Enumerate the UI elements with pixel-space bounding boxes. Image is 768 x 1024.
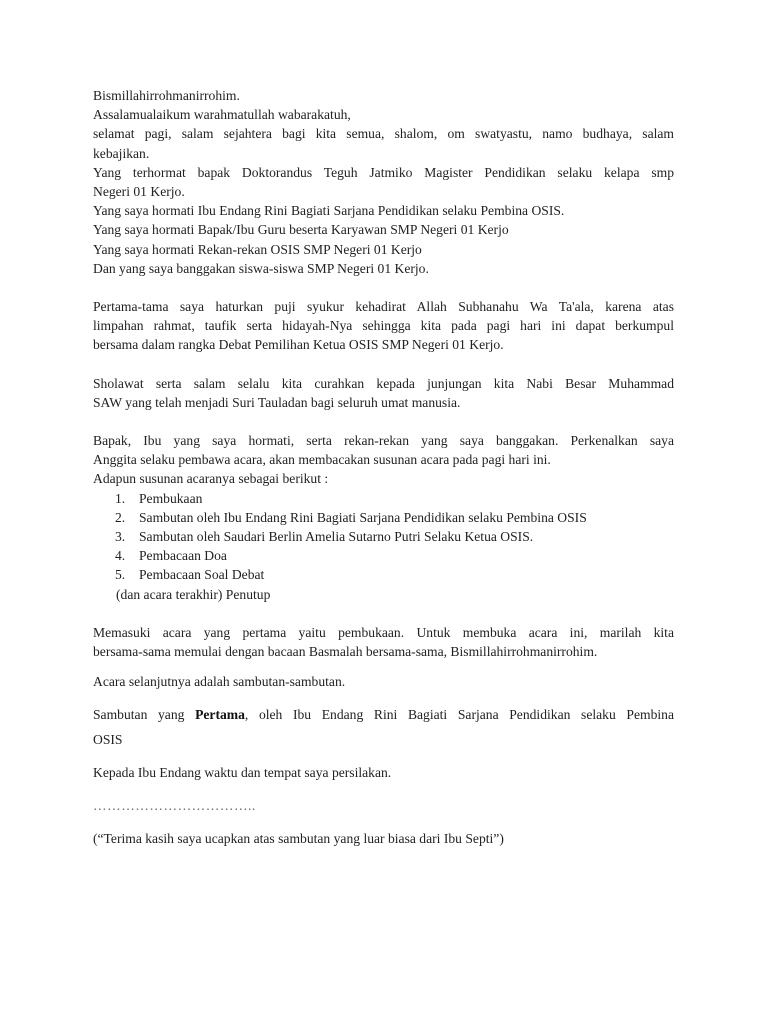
agenda-text: Pembukaan (139, 490, 203, 506)
agenda-text: Sambutan oleh Ibu Endang Rini Bagiati Sarjana Pendidikan selaku Pembina OSIS (139, 509, 587, 525)
hormat-osis-line: Yang saya hormati Rekan-rekan OSIS SMP Negeri 01 Kerjo (93, 241, 422, 257)
agenda-text: Pembacaan Doa (139, 548, 227, 564)
acara-selanjutnya-line: Acara selanjutnya adalah sambutan-sambutan. (93, 674, 346, 690)
agenda-item (93, 527, 674, 546)
hormat-kepsek-line-1: Yang terhormat bapak Doktorandus Teguh Jatmiko Magister Pendidikan selaku kelapa smp (93, 164, 674, 180)
hormat-kepsek-line-2: Negeri 01 Kerjo. (93, 184, 185, 200)
syukur-line-1: Pertama-tama saya haturkan puji syukur kehadirat Allah Subhanahu Wa Ta'ala, karena atas (93, 299, 674, 315)
salam-line: Assalamualaikum warahmatullah wabarakatuh, (93, 107, 351, 123)
sambutan-line-2: OSIS (93, 731, 123, 747)
sambutan-bold-pertama: Pertama (195, 707, 245, 723)
agenda-closing: (dan acara terakhir) Penutup (116, 586, 271, 602)
hormat-pembina-line: Yang saya hormati Ibu Endang Rini Bagiati Sarjana Pendidikan selaku Pembina OSIS. (93, 203, 565, 219)
sholawat-line-1: Sholawat serta salam selalu kita curahkan kepada junjungan kita Nabi Besar Muhammad (93, 375, 674, 391)
sholawat-line-2: SAW yang telah menjadi Suri Tauladan bagi seluruh umat manusia. (93, 394, 461, 410)
bismillah-line: Bismillahirrohmanirrohim. (93, 88, 240, 103)
perkenalan-line-1: Bapak, Ibu yang saya hormati, serta rekan-rekan yang saya banggakan. Perkenalkan saya (93, 433, 674, 449)
pembukaan-line-2: bersama-sama memulai dengan bacaan Basmalah bersama-sama, Bismillahirrohmanirrohim. (93, 644, 598, 660)
syukur-line-2: limpahan rahmat, taufik serta hidayah-Nya sehingga kita pada pagi hari ini dapat berkumpul (93, 318, 674, 334)
dotted-placeholder: …………………………….. (93, 798, 256, 814)
agenda-item (93, 546, 674, 565)
terima-kasih-line: (“Terima kasih saya ucapkan atas sambutan yang luar biasa dari Ibu Septi”) (93, 831, 504, 847)
agenda-number: 3. (115, 529, 126, 545)
agenda-list (93, 489, 674, 585)
sambutan-rest: , oleh Ibu Endang Rini Bagiati Sarjana Pendidikan selaku Pembina (244, 707, 674, 723)
agenda-number: 2. (115, 509, 126, 525)
salam-lintas-line-2: kebajikan. (93, 145, 150, 161)
agenda-item (93, 508, 674, 527)
banggakan-line: Dan yang saya banggakan siswa-siswa SMP Negeri 01 Kerjo. (93, 260, 429, 276)
perkenalan-line-2: Anggita selaku pembawa acara, akan membacakan susunan acara pada pagi hari ini. (93, 452, 551, 468)
document-page (93, 86, 674, 849)
agenda-number: 4. (115, 548, 126, 564)
sambutan-prefix: Sambutan yang (93, 707, 185, 723)
agenda-text: Sambutan oleh Saudari Berlin Amelia Sutarno Putri Selaku Ketua OSIS. (139, 529, 534, 545)
syukur-line-3: bersama dalam rangka Debat Pemilihan Ketua OSIS SMP Negeri 01 Kerjo. (93, 337, 504, 353)
agenda-text: Pembacaan Soal Debat (139, 567, 265, 583)
agenda-number: 5. (115, 567, 126, 583)
pembukaan-line-1: Memasuki acara yang pertama yaitu pembukaan. Untuk membuka acara ini, marilah kita (93, 624, 674, 640)
agenda-number: 1. (115, 490, 126, 506)
susunan-acara-intro: Adapun susunan acaranya sebagai berikut : (93, 471, 329, 487)
agenda-item (93, 489, 674, 508)
sambutan-line-1 (93, 705, 674, 724)
hormat-guru-line: Yang saya hormati Bapak/Ibu Guru beserta Karyawan SMP Negeri 01 Kerjo (93, 222, 509, 238)
persilakan-line: Kepada Ibu Endang waktu dan tempat saya persilakan. (93, 764, 392, 780)
salam-lintas-line-1: selamat pagi, salam sejahtera bagi kita semua, shalom, om swatyastu, namo budhaya, salam (93, 126, 674, 142)
agenda-item (93, 565, 674, 584)
